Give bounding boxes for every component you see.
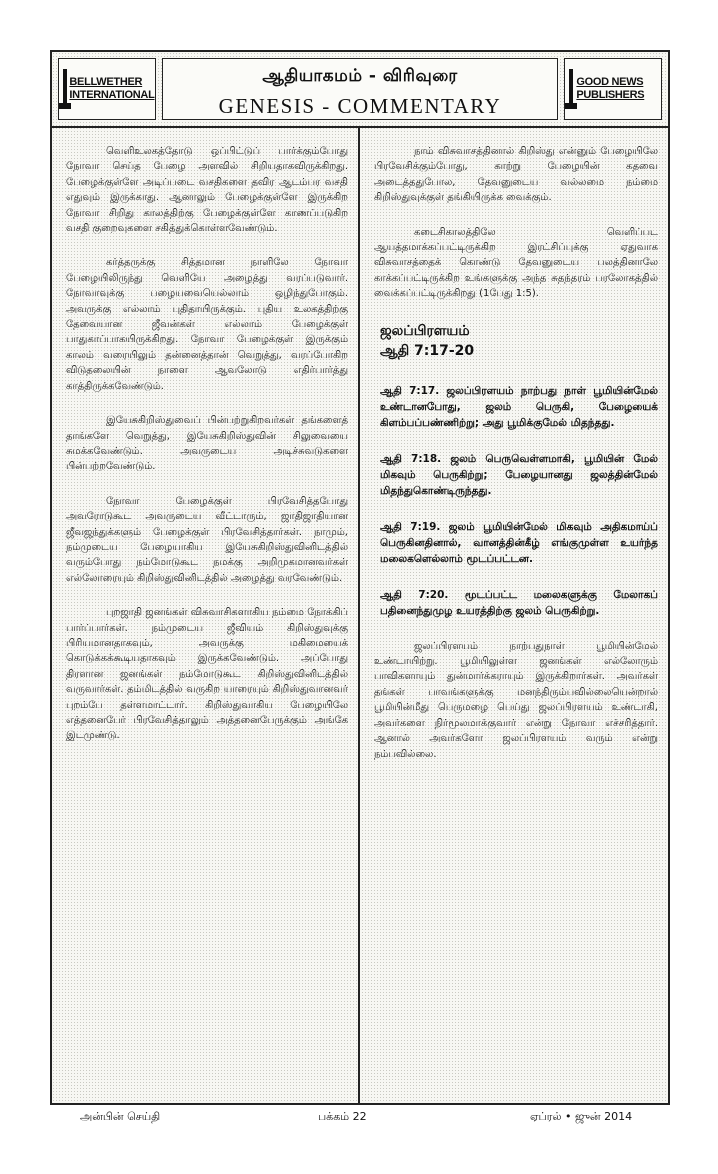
scripture-verse: ஆதி 7:20. மூடப்பட்ட மலைகளுக்கு மேலாகப் பதினைந்துமுழ உயரத்திற்கு ஜலம் பெருகிற்று. [380,588,658,617]
scripture-verse: ஆதி 7:18. ஜலம் பெருவெள்ளமாகி, பூமியின் மேல் மிகவும் பெருகிற்று; பேழையானது ஜலத்தின்மேல் மிதந்துகொண்டிருந்தது. [380,452,658,497]
paragraph: நாம் விசுவாசத்தினால் கிறிஸ்து என்னும் பேழையிலே பிரவேசிக்கும்போது, காற்று பேழையின் கதவை அடைத்ததுபோல, தேவனுடைய வல்லமை நம்மை கிறிஸ்துவுக்குள் தங்கியிருக்க வைக்கும். [374,146,658,204]
paragraph: கடைசிகாலத்திலே வெளிப்பட ஆயத்தமாக்கப்பட்டிருக்கிற இரட்சிப்புக்கு ஏதுவாக விசுவாசத்தைக் கொண்டு தேவனுடைய பலத்தினாலே காக்கப்பட்டிருக்கிற உங்களுக்கு அந்த சுதந்தரம் பரலோகத்தில் வைக்கப்பட்டிருக்கிறது (1பேது 1:5). [374,226,658,300]
title-box [162,58,558,120]
section-title-line: ஜலப்பிரளயம் [380,322,470,339]
right-column [374,144,658,781]
title-english: GENESIS - COMMENTARY [218,94,502,118]
section-title [380,321,658,361]
good-news-logo [564,58,662,120]
tower-icon [59,69,65,109]
magazine-name: அன்பின் செய்தி [80,1110,161,1123]
title-tamil: ஆதியாகமம் - விரிவுரை [262,66,458,86]
scripture-verse: ஆதி 7:17. ஜலப்பிரளயம் நாற்பது நாள் பூமியின்மேல் உண்டானபோது, ஜலம் பெருகி, பேழையைக் கிளம்பப்பண்ணிற்று; அது பூமிக்குமேல் மிதந்தது. [380,384,658,429]
paragraph: நோவா பேழைக்குள் பிரவேசித்தபோது அவரோடுகூட அவருடைய வீட்டாரும், ஜாதிஜாதியான ஜீவஜந்துக்களும் பேழைக்குள் பிரவேசித்தார்கள். நாமும், நம்முடைய பேழையாகிய இயேசுகிறிஸ்துவினிடத்தில் வரும்போது நம்மோடுகூட நமக்கு அறிமுகமானவர்கள் எல்லோரையும் கிறிஸ்துவினிடத்தில் அழைத்து வரவேண்டும். [66,495,348,584]
page-header [52,52,668,128]
paragraph: இயேசுகிறிஸ்துவைப் பின்பற்றுகிறவர்கள் தங்களைத் தாங்களே வெறுத்து, இயேசுகிறிஸ்துவின் சிலுவையை சுமக்கவேண்டும். அவருடைய அடிச்சுவடுகளை பின்பற்றவேண்டும். [66,415,348,473]
good-news-logo-text: GOOD NEWS PUBLISHERS [576,76,645,101]
section-reference: ஆதி 7:17-20 [380,342,475,359]
paragraph: புறஜாதி ஜனங்கள் விசுவாசிகளாகிய நம்மை நோக்கிப் பார்ப்பார்கள். நம்முடைய ஜீவியம் கிறிஸ்துவுக்கு பிரியமானதாகவும், அவருக்கு மகிமையைக் கொடுக்கக்கூடியதாகவும் இருக்கவேண்டும். அப்போது திரளான ஜனங்கள் நம்மோடுகூட கிறிஸ்துவினிடத்தில் வருவார்கள். தம்மிடத்தில் வருகிற யாரையும் கிறிஸ்துவானவர் புறம்பே தள்ளமாட்டார். கிறிஸ்துவாகிய பேழையிலே எத்தனைபேர் பிரவேசித்தாலும் அத்தனைபேருக்கும் அங்கே இடமுண்டு. [66,607,348,742]
page-number: பக்கம் 22 [318,1110,367,1123]
scripture-verse: ஆதி 7:19. ஜலம் பூமியின்மேல் மிகவும் அதிகமாய்ப் பெருகினதினால், வானத்தின்கீழ் எங்குமுள்ள உயர்ந்த மலைகளெல்லாம் மூடப்பட்டன. [380,520,658,565]
page-frame [50,50,670,1105]
page-footer [0,1108,718,1128]
paragraph: வெளிஉலகத்தோடு ஒப்பிட்டுப் பார்க்கும்போது நோவா செய்த பேழை அளவில் சிறியதாகவிருக்கிறது. பேழைக்குள்ளே அடிப்படை வசதிகளை தவிர ஆடம்பர வசதி எதுவும் இருக்காது. ஆனாலும் பேழைக்குள்ளே இருக்கிற நோவா சிறிது காலத்திற்கு பேழைக்குள்ளே காணப்படுகிற வசதி குறைவுகளை சகித்துக்கொள்ளவேண்டும். [66,146,348,235]
left-column [66,144,348,763]
paragraph: ஜலப்பிரளயம் நாற்பதுநாள் பூமியின்மேல் உண்டாயிற்று. பூமியிலுள்ள ஜனங்கள் எல்லோரும் பாவிகளாயும் துன்மார்க்கராயும் இருக்கிறார்கள். அவர்கள் தங்கள் பாவங்களுக்கு மனந்திரும்பவில்லையென்றால் பூமியின்மீது பெருமழை பெய்து ஜலப்பிரளயம் உண்டாகி, அவர்களை நிர்மூலமாக்குவார் என்று நோவா எச்சரித்தார். ஆனால் அவர்களோ ஜலப்பிரளயம் வரும் என்று நம்பவில்லை. [374,640,658,760]
column-divider [358,128,360,1103]
issue-date: ஏப்ரல் • ஜுன் 2014 [530,1110,633,1123]
bellwether-logo [58,58,156,120]
paragraph: கர்த்தருக்கு சித்தமான நாளிலே நோவா பேழையிலிருந்து வெளியே அழைத்து வரப்படுவார். நோவாவுக்கு பழையவையெல்லாம் ஒழிந்துபோகும். அவருக்கு எல்லாம் புதிதாயிருக்கும். புதிய உலகத்திற்கு தேவையான ஜீவன்கள் எல்லாம் பேழைக்குள் பாதுகாப்பாகயிருக்கிறது. நோவா பேழைக்குள் இருக்கும் காலம் வரையிலும் தன்னைத்தான் வெறுத்து, வரப்போகிற விடுதலையின் நாளை ஆவலோடு எதிர்பார்த்து காத்திருக்கவேண்டும். [66,257,348,392]
torch-icon [565,69,572,109]
bellwether-logo-text: BELLWETHER INTERNATIONAL [69,76,155,101]
